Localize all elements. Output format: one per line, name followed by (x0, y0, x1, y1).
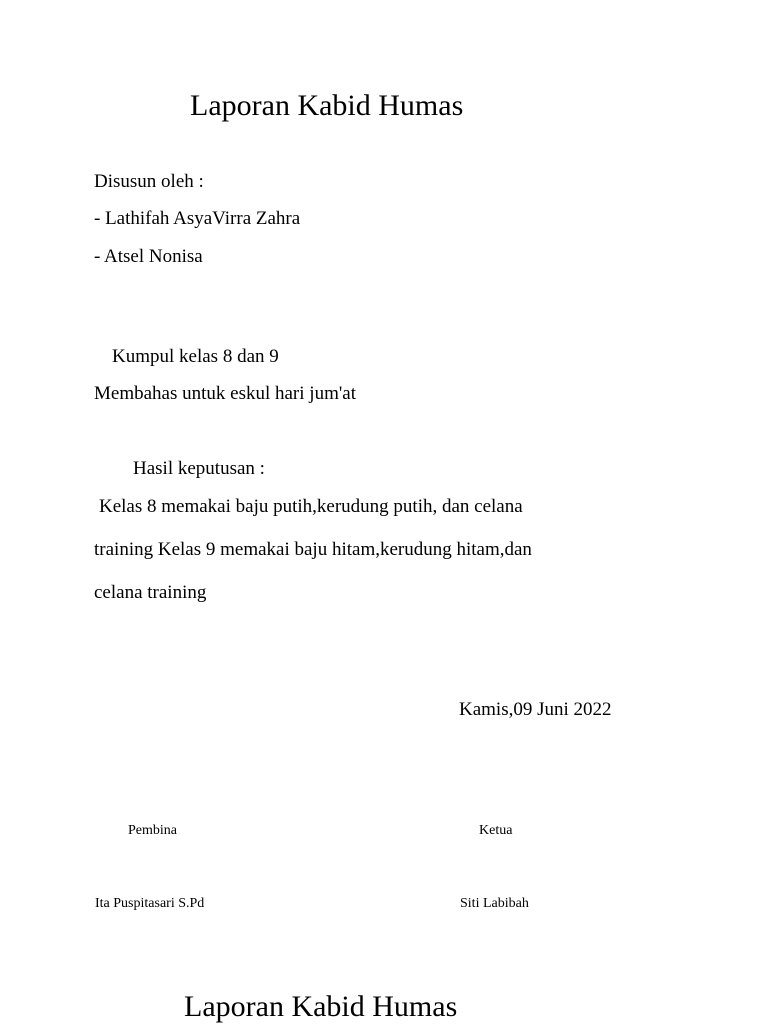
decision-line: training Kelas 9 memakai baju hitam,kerudung hitam,dan (94, 539, 532, 560)
author-heading: Disusun oleh : (94, 171, 204, 192)
author-item: - Atsel Nonisa (94, 246, 203, 267)
decision-line: Kelas 8 memakai baju putih,kerudung putih, dan celana (99, 496, 523, 517)
signature-role-left: Pembina (128, 823, 177, 838)
decision-heading: Hasil keputusan : (133, 458, 265, 479)
signature-name-right: Siti Labibah (460, 896, 529, 911)
document-date: Kamis,09 Juni 2022 (459, 699, 612, 720)
meeting-line: Kumpul kelas 8 dan 9 (112, 346, 279, 367)
author-item: - Lathifah AsyaVirra Zahra (94, 208, 301, 229)
next-page-title: Laporan Kabid Humas (184, 990, 458, 1023)
page-title: Laporan Kabid Humas (190, 89, 464, 122)
meeting-line: Membahas untuk eskul hari jum'at (94, 383, 356, 404)
decision-line: celana training (94, 582, 207, 603)
signature-role-right: Ketua (479, 823, 513, 838)
signature-name-left: Ita Puspitasari S.Pd (95, 896, 205, 911)
